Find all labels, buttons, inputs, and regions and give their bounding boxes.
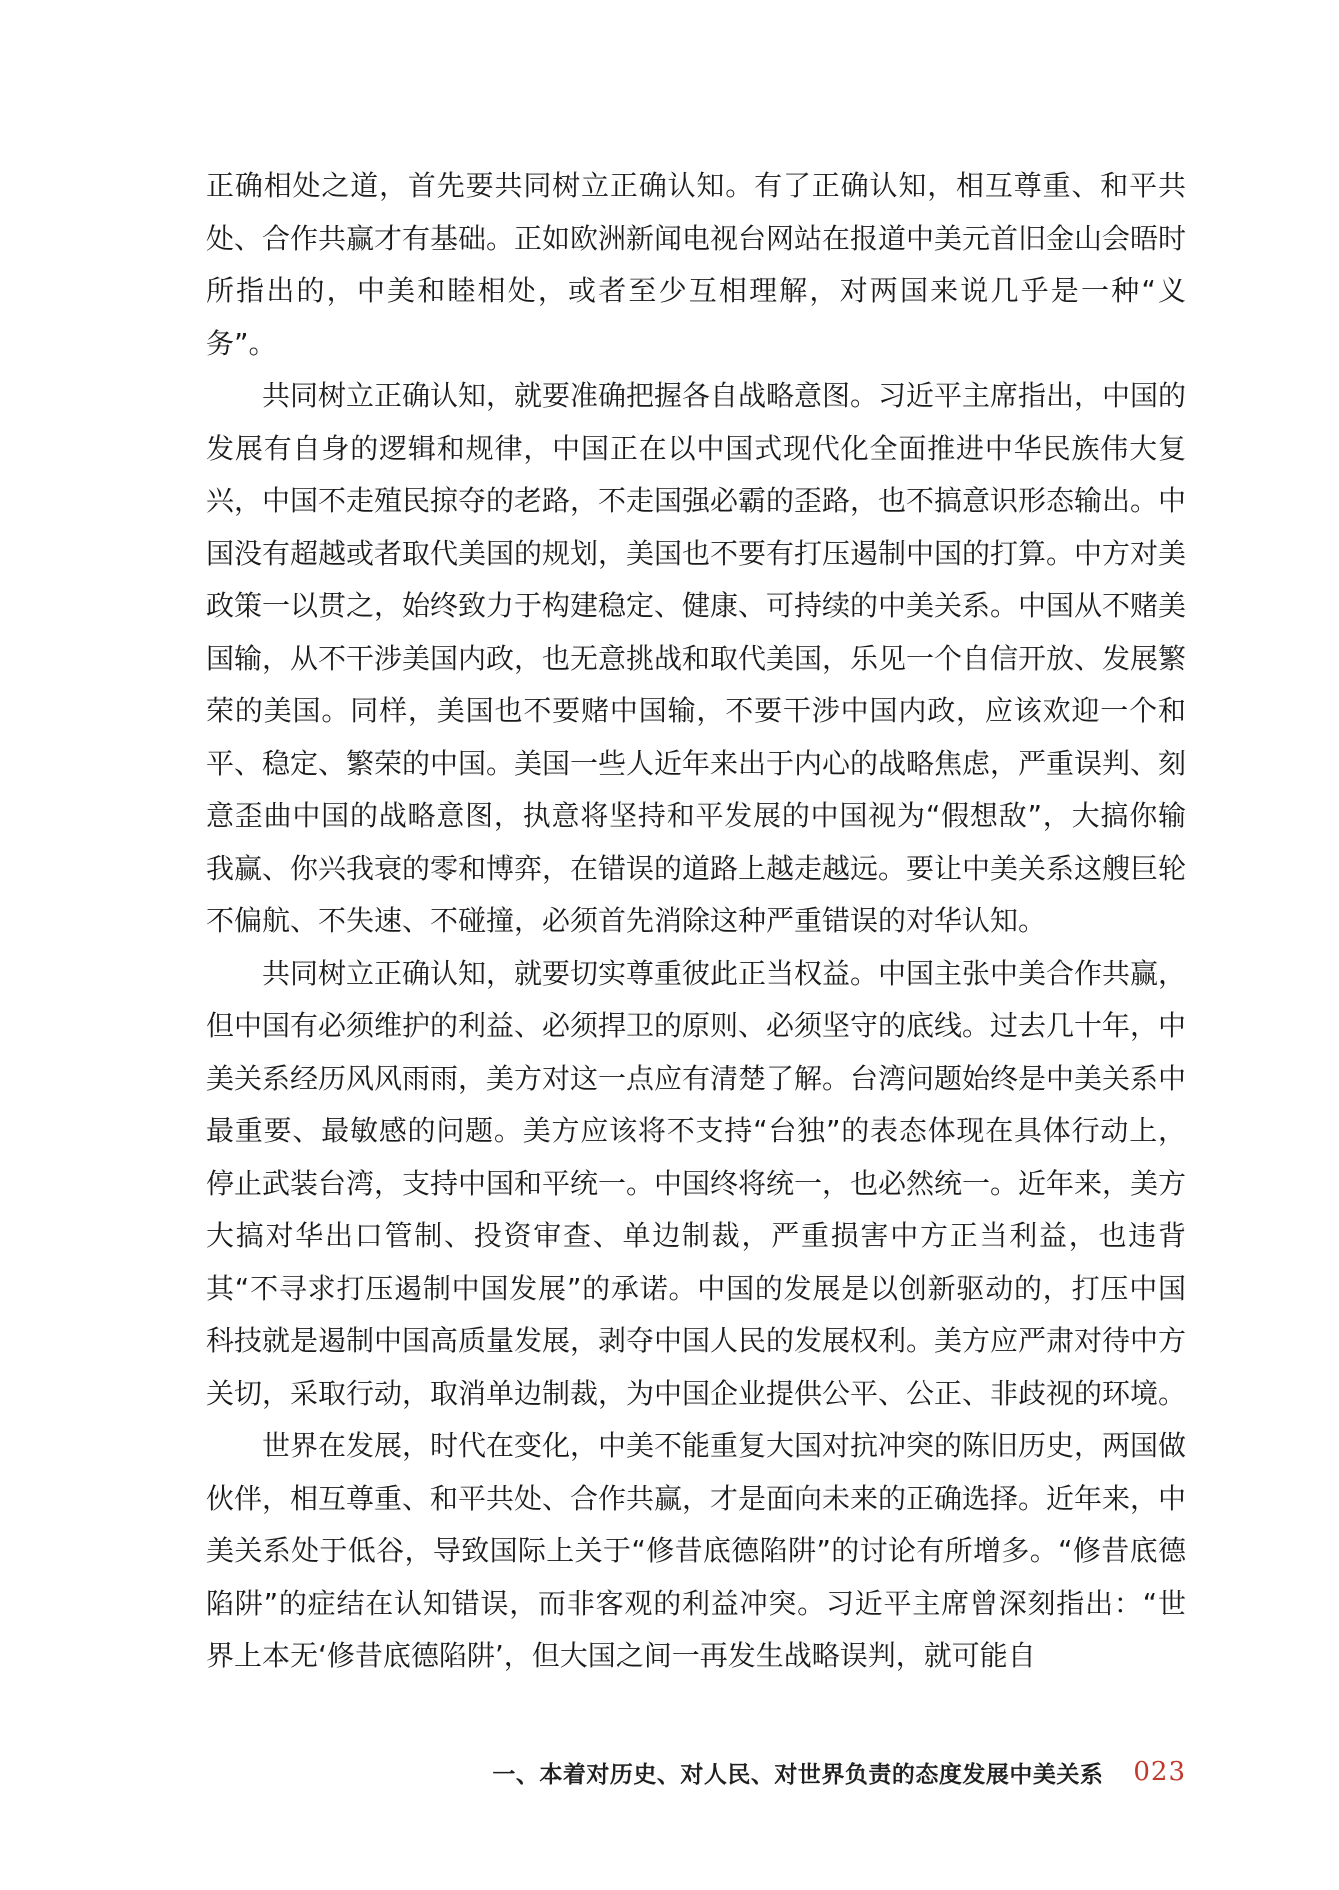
page-number: 023	[1133, 1757, 1186, 1787]
paragraph-continued: 正确相处之道，首先要共同树立正确认知。有了正确认知，相互尊重、和平共处、合作共赢才有基础。正如欧洲新闻电视台网站在报道中美元首旧金山会晤时所指出的，中美和睦相处，或者至少互相理解，对两国来说几乎是一种“义务”。	[206, 169, 1187, 360]
running-chapter-title: 一、本着对历史、对人民、对世界负责的态度发展中美关系	[492, 1761, 1104, 1788]
page-footer	[206, 1752, 1186, 1792]
paragraph-thucydides-trap: 世界在发展，时代在变化，中美不能重复大国对抗冲突的陈旧历史，两国做伙伴，相互尊重、和平共处、合作共赢，才是面向未来的正确选择。近年来，中美关系处于低谷，导致国际上关于“修昔底德陷阱”的讨论有所增多。“修昔底德陷阱”的症结在认知错误，而非客观的利益冲突。习近平主席曾深刻指出：“世界上本无‘修昔底德陷阱’，但大国之间一再发生战略误判，就可能自	[206, 1429, 1187, 1672]
paragraph-strategic-intent: 共同树立正确认知，就要准确把握各自战略意图。习近平主席指出，中国的发展有自身的逻辑和规律，中国正在以中国式现代化全面推进中华民族伟大复兴，中国不走殖民掠夺的老路，不走国强必霸的歪路，也不搞意识形态输出。中国没有超越或者取代美国的规划，美国也不要有打压遏制中国的打算。中方对美政策一以贯之，始终致力于构建稳定、健康、可持续的中美关系。中国从不赌美国输，从不干涉美国内政，也无意挑战和取代美国，乐见一个自信开放、发展繁荣的美国。同样，美国也不要赌中国输，不要干涉中国内政，应该欢迎一个和平、稳定、繁荣的中国。美国一些人近年来出于内心的战略焦虑，严重误判、刻意歪曲中国的战略意图，执意将坚持和平发展的中国视为“假想敌”，大搞你输我赢、你兴我衰的零和博弈，在错误的道路上越走越远。要让中美关系这艘巨轮不偏航、不失速、不碰撞，必须首先消除这种严重错误的对华认知。	[206, 379, 1187, 937]
body-text	[206, 160, 1186, 1683]
paragraph-legitimate-interests: 共同树立正确认知，就要切实尊重彼此正当权益。中国主张中美合作共赢，但中国有必须维护的利益、必须捍卫的原则、必须坚守的底线。过去几十年，中美关系经历风风雨雨，美方对这一点应有清楚了解。台湾问题始终是中美关系中最重要、最敏感的问题。美方应该将不支持“台独”的表态体现在具体行动上，停止武装台湾，支持中国和平统一。中国终将统一，也必然统一。近年来，美方大搞对华出口管制、投资审查、单边制裁，严重损害中方正当利益，也违背其“不寻求打压遏制中国发展”的承诺。中国的发展是以创新驱动的，打压中国科技就是遏制中国高质量发展，剥夺中国人民的发展权利。美方应严肃对待中方关切，采取行动，取消单边制裁，为中国企业提供公平、公正、非歧视的环境。	[206, 956, 1187, 1410]
